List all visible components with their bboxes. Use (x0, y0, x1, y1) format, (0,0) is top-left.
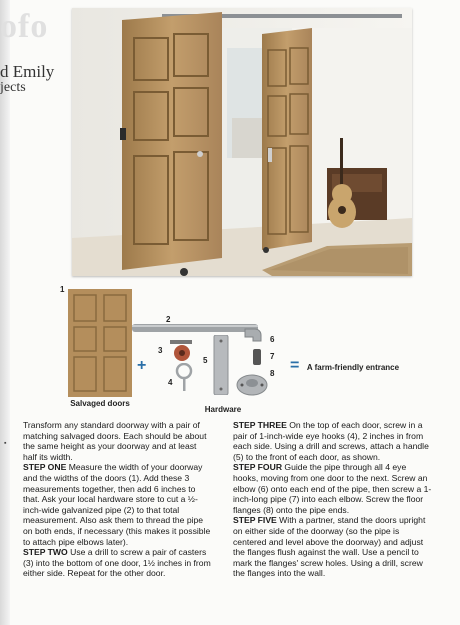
caption-entrance: A farm-friendly entrance (306, 363, 400, 372)
margin-mark: ▪ (4, 440, 7, 447)
label-4: 4 (168, 378, 173, 387)
pipe-icon (132, 322, 258, 334)
step-four-label: STEP FOUR (233, 462, 283, 473)
label-7: 7 (270, 352, 275, 361)
doorway-photo (72, 8, 412, 276)
doorway-photo-illustration (72, 8, 412, 276)
right-door (262, 28, 312, 253)
plus-sign: + (137, 357, 147, 374)
caption-hardware: Hardware (204, 405, 242, 414)
step-one-text: Measure the width of your doorway and the widths of the doors (1). Add these 3 measurements together, then add 6 inches to that. Ask your local hardware store to cut a ½-inch-wide galvanized pipe (2) to that total measurement. Also ask them to thread the pipe on both ends, if necessary (this makes it possible to attach pipe elbows later). (23, 462, 211, 547)
left-door (120, 12, 222, 276)
label-6: 6 (270, 335, 275, 344)
intro-text: Transform any standard doorway with a pair of matching salvaged doors. Each should be about the same height as your doorway and at least half its width. (23, 420, 207, 462)
elbow-icon (243, 325, 265, 343)
label-5: 5 (203, 356, 208, 365)
hardware-diagram (40, 285, 440, 415)
step-three-text: On the top of each door, screw in a pair of 1-inch-wide eye hooks (4), 2 inches in from each side. Using a drill and screws, attach a handle (5) to the front of each door, as shown. (233, 420, 429, 462)
step-four-text: Guide the pipe through all 4 eye hooks, moving from one door to the next. Screw an elbow (6) onto each end of the pipe, then screw a 1-inch-long pipe (7) into each elbow. Screw the floor flanges (8) onto the pipe ends. (233, 462, 432, 515)
door-icon (68, 289, 132, 397)
step-three-label: STEP THREE (233, 420, 287, 430)
label-1: 1 (60, 285, 65, 294)
step-two-text: Use a drill to screw a pair of casters (3) into the bottom of one door, 1½ inches in from either side. Repeat for the other door. (23, 547, 211, 579)
faded-title: ofo (0, 8, 49, 45)
eye-hook-icon (173, 363, 195, 393)
instructions-column-right (233, 420, 433, 579)
header-line-2: jects (0, 80, 26, 95)
label-2: 2 (166, 315, 171, 324)
step-five-text: With a partner, stand the doors upright on either side of the doorway (so the pipe is centered and level above the doorway) and adjust the flanges flush against the wall. Use a pencil to mark the flanges' screw holes. Using a drill, screw the flanges into the wall. (233, 515, 426, 579)
step-five-label: STEP FIVE (233, 515, 277, 526)
short-pipe-icon (252, 349, 262, 365)
step-one-label: STEP ONE (23, 462, 67, 473)
caster-icon (168, 340, 194, 362)
label-3: 3 (158, 346, 163, 355)
handle-icon (212, 335, 230, 395)
equals-sign: = (290, 357, 300, 374)
caption-salvaged-doors: Salvaged doors (70, 399, 130, 408)
instructions-column-left (23, 420, 211, 579)
header-line-1: d Emily (0, 62, 55, 81)
flange-icon (236, 371, 268, 397)
label-8: 8 (270, 369, 275, 378)
step-two-label: STEP TWO (23, 547, 68, 558)
